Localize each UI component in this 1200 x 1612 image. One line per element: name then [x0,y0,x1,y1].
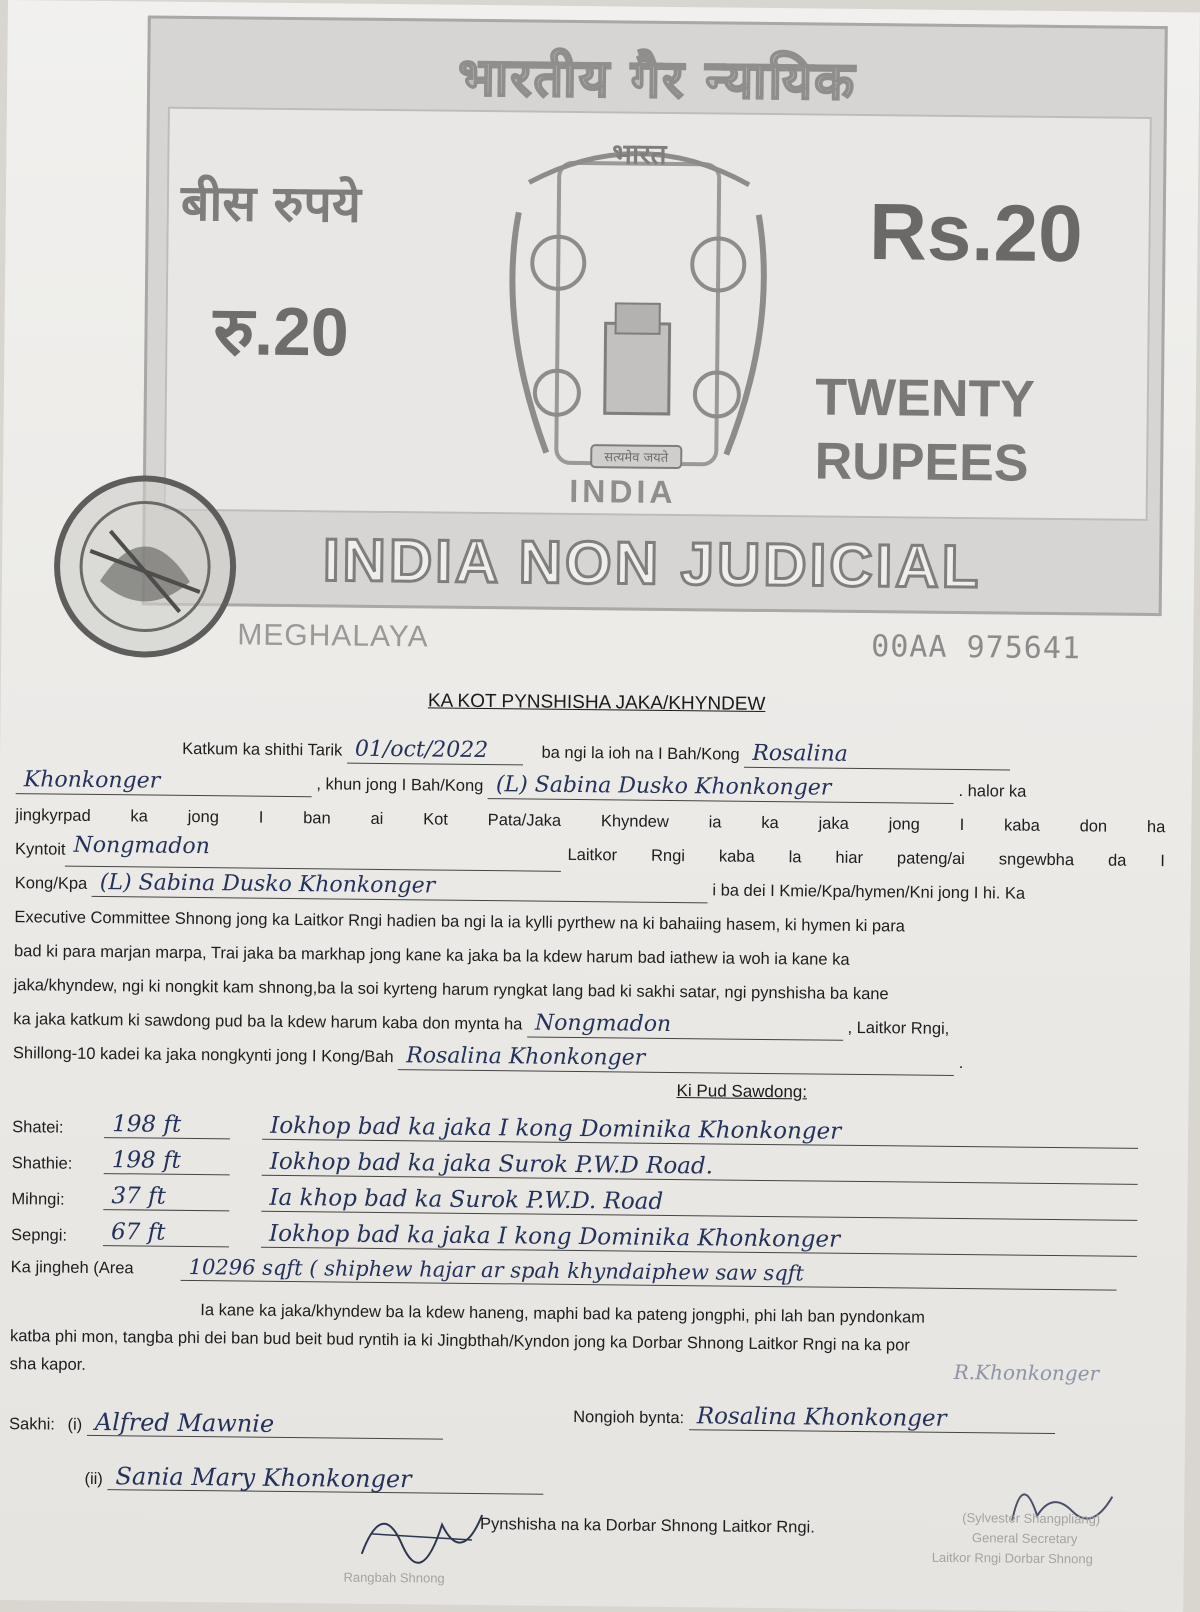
terms-line: Ia kane ka jaka/khyndew ba la kdew haneng, maphi bad ka pateng jongphi, phi lah ban pyndonkam [200,1301,926,1327]
stamp-hindi-value: बीस रुपये [180,173,362,234]
body-word: Rngi [650,846,686,866]
body-word: ka [761,813,779,833]
body-text: Kyntoit [15,840,66,859]
boundary-measure: 198 ft [104,1147,230,1175]
stamp-amount-words [814,365,1035,495]
document-title: KA KOT PYNSHISHA JAKA/KHYNDEW [427,690,766,715]
witness-i-row [9,1408,443,1440]
body-word: Laitkor [567,845,618,865]
body-line: Executive Committee Shnong jong ka Laitkor Rngi hadien ba ngi la ia kylli pyrthew na ki bahaiing hasem, ki hymen ki para [14,908,906,936]
document-body [13,730,1166,1082]
body-text: . halor ka [958,781,1027,801]
boundary-description: Iokhop bad ka jaka Surok P.W.D Road. [262,1149,1138,1185]
body-text: , Laitkor Rngi, [847,1018,950,1038]
handwritten-area: 10296 sqft ( shiphew hajar ar spah khyndaiphew saw sqft [181,1254,1117,1291]
body-word: sngewbha [998,850,1075,870]
stamp-state: MEGHALAYA [237,618,429,654]
stamp-hindi-header: भारतीय गैर न्यायिक [457,47,857,112]
secretary-dorbar: Laitkor Rngi Dorbar Shnong [931,1549,1093,1567]
stamp-words-line1: TWENTY [815,368,1036,429]
secretary-title: General Secretary [971,1530,1078,1547]
body-word: hiar [835,848,864,867]
chief-signature-icon [352,1494,493,1575]
body-word: ka [130,807,149,826]
handwritten-name: Rosalina [744,741,1010,771]
handwritten-parent-name: (L) Sabina Dusko Khonkonger [92,870,708,903]
stamp-amount: Rs.20 [868,187,1084,279]
handwritten-place: Nongmadon [65,833,561,872]
body-word: kaba [1003,816,1040,835]
body-word: I [258,808,264,827]
body-word: pateng/ai [896,849,965,869]
body-text: Shillong-10 kadei ka jaka nongkynti jong I Kong/Bah [12,1044,394,1067]
body-word: ha [1146,817,1166,837]
body-text: ba ngi la ioh na I Bah/Kong [541,743,740,764]
body-text: ka jaka katkum ki sawdong pud ba la kdew harum kaba don mynta ha [13,1010,523,1034]
body-line: jaka/khyndew, ngi ki nongkit kam shnong,ba la soi kyrteng harum ryngkat lang bad ki sakhi satar, ngi pynshisha ba kane [13,976,889,1004]
boundary-description: Iokhop bad ka jaka I kong Dominika Khonkonger [262,1113,1138,1149]
treasury-seal-icon [49,470,241,662]
body-line: bad ki para marjan marpa, Trai jaka ba markhap jong kane ka jaka ba la kdew harum bad iathew ia woh ia kane ka [13,942,850,969]
body-word: Kot [423,810,449,829]
stamp-title: INDIA NON JUDICIAL [322,526,982,601]
recipient-row [573,1402,1055,1434]
chief-stamp: Rangbah Shnong [343,1569,445,1586]
recipient-label: Nongioh bynta: [573,1407,685,1428]
handwritten-place: Nongmadon [527,1010,843,1040]
terms-line: katba phi mon, tangba phi dei ban bud beit bud ryntih ia ki Jingbthah/Kyndon jong ka Dorbar Shnong Laitkor Rngi na ka por [9,1327,910,1355]
body-word: Khyndew [600,812,669,831]
witness-i-signature: Alfred Mawnie [87,1409,443,1440]
recipient-initials: R.Khonkonger [953,1359,1100,1386]
witness-label: Sakhi: [8,1415,56,1434]
body-word: I [1160,852,1166,871]
stamp-hindi-amount: रु.20 [213,293,350,371]
witness-i-label: (i) [67,1415,83,1434]
boundary-label: Sepngi: [10,1226,68,1245]
body-word: ia [708,813,722,832]
witness-ii-label: (ii) [84,1469,103,1489]
body-word: I [959,816,965,835]
body-word: ban [303,809,331,828]
body-word: jong [187,807,220,827]
body-word: jong [888,815,920,834]
emblem-top-label: भारत [612,137,667,171]
handwritten-parent-name: (L) Sabina Dusko Khonkonger [488,772,954,804]
emblem-motto: सत्यमेव जयते [604,450,669,466]
boundary-measure: 67 ft [103,1219,229,1247]
body-word: la [788,848,802,867]
body-word: Pata/Jaka [487,811,562,830]
handwritten-date: 01/oct/2022 [347,737,523,766]
body-word: jingkyrpad [15,806,91,825]
body-text: . [958,1054,964,1073]
stamp-words-line2: RUPEES [814,432,1029,493]
body-text: Katkum ka shithi Tarik [182,739,343,760]
certifier-line: Pynshisha na ka Dorbar Shnong Laitkor Rngi. [479,1515,815,1537]
body-word: kaba [718,847,755,866]
boundary-label: Shatei: [12,1118,64,1137]
boundary-description: Ia khop bad ka Surok P.W.D. Road [261,1185,1137,1221]
body-text: , khun jong I Bah/Kong [316,775,484,796]
handwritten-name: Rosalina Khonkonger [398,1043,954,1076]
boundaries-title: Ki Pud Sawdong: [676,1081,808,1102]
handwritten-name: Khonkonger [16,767,312,797]
boundary-label: Shathie: [11,1154,73,1173]
witness-ii-row [84,1463,543,1495]
terms-line: sha kapor. [9,1355,86,1374]
recipient-signature: Rosalina Khonkonger [689,1403,1055,1434]
boundary-label: Mihngi: [11,1190,65,1209]
body-text: i ba dei I Kmie/Kpa/hymen/Kni jong I hi. Ka [712,881,1026,903]
boundary-measure: 198 ft [104,1111,230,1139]
body-word: da [1107,851,1127,870]
stamp-country: INDIA [569,472,677,511]
stamp-serial-number: 00AA 975641 [871,629,1082,667]
secretary-name: (Sylvester Shangpliang) [962,1510,1101,1527]
body-word: jaka [818,814,849,833]
ashoka-emblem-icon [486,122,790,505]
witness-ii-signature: Sania Mary Khonkonger [107,1463,543,1495]
area-label: Ka jingheh (Area [10,1258,134,1278]
boundary-measure: 37 ft [103,1183,229,1211]
body-word: don [1079,817,1108,836]
stamp-paper-header [142,15,1168,616]
boundary-description: Iokhop bad ka jaka I kong Dominika Khonkonger [261,1221,1137,1257]
body-word: ai [370,809,384,828]
body-text: Kong/Kpa [14,874,88,893]
